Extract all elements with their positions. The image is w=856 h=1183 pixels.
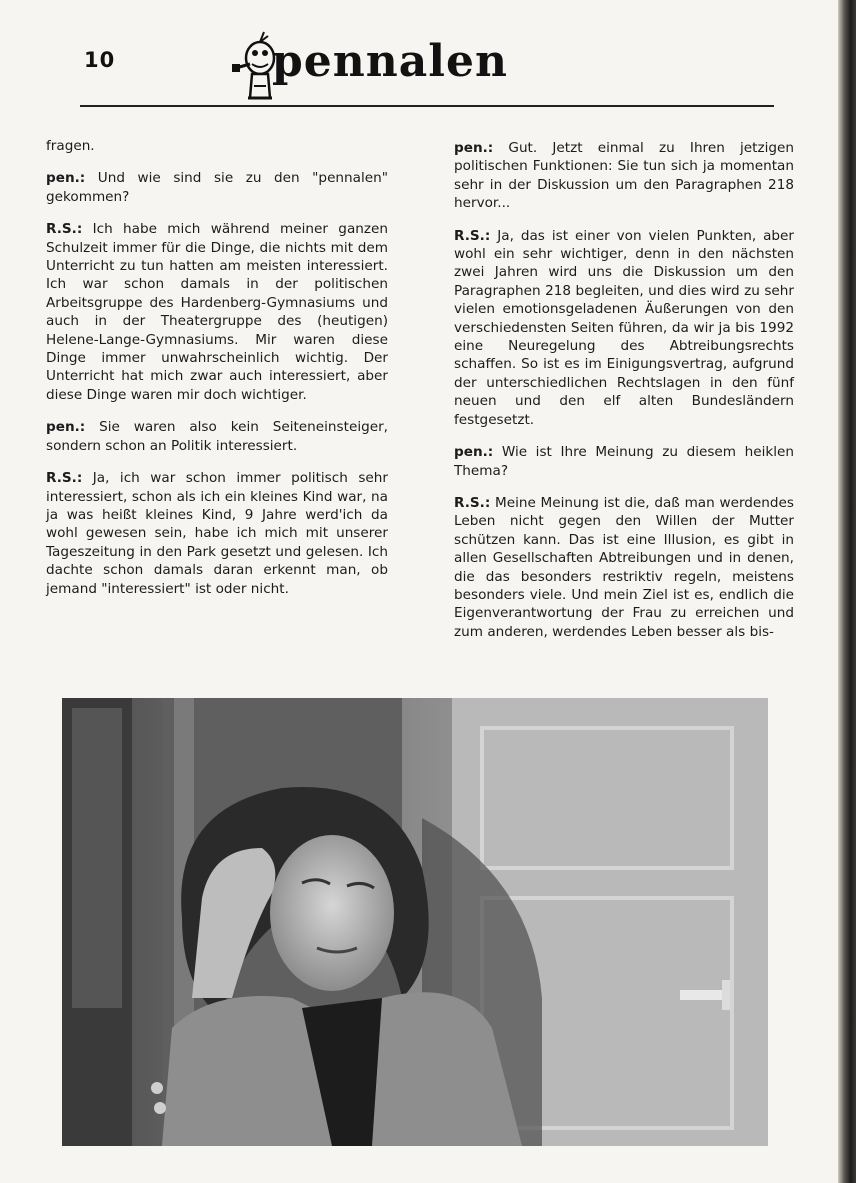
binding-spine — [838, 0, 856, 1183]
speaker-label: R.S.: — [454, 227, 491, 244]
paragraph-text: fragen. — [46, 138, 95, 154]
paragraph — [46, 418, 388, 455]
paragraph-text: Ja, das ist einer von vielen Punkten, aber wohl ein sehr wichtiger, denn in den nächsten zwei Jahren wird uns die Diskussion um den Paragraphen 218 begleiten, und dies wird zu sehr vielen emotionsgeladenen Äußerungen von den verschiedensten Seiten führen, da wir ja bis 1992 eine Neuregelung des Abtreibungsrechts schaffen. So ist es im Einigungsvertrag, aufgrund der unterschiedlichen Rechtslagen in den fünf neuen und den elf alten Bundesländern festgesetzt. — [454, 227, 794, 428]
paragraph — [454, 443, 794, 480]
paragraph-text: Sie waren also kein Seiteneinsteiger, sondern schon an Politik interessiert. — [46, 419, 388, 454]
left-column — [46, 137, 388, 612]
paragraph-text: Und wie sind sie zu den "pennalen" gekommen? — [46, 170, 388, 205]
magazine-logo — [230, 28, 575, 110]
speaker-label: pen.: — [46, 170, 86, 187]
portrait-photo — [62, 698, 768, 1146]
paragraph-text: Ich habe mich während meiner ganzen Schulzeit immer für die Dinge, die nichts mit dem Unterricht zu tun hatten am meisten interessiert. Ich war schon damals in der politischen Arbeitsgruppe des Hardenberg-Gymnasiums und auch in der Theatergruppe des (heutigen) Helene-Lange-Gymnasiums. Mir waren diese Dinge immer unwahrscheinlich wichtig. Der Unterricht hat mich zwar auch interessiert, aber diese Dinge waren mir doch wichtiger. — [46, 221, 388, 403]
speaker-label: R.S.: — [46, 470, 83, 487]
speaker-label: pen.: — [46, 419, 86, 436]
speaker-label: pen.: — [454, 140, 494, 156]
speaker-label: R.S.: — [454, 494, 491, 511]
paragraph — [46, 469, 388, 598]
photo-scene — [62, 698, 768, 1146]
paragraph — [46, 169, 388, 206]
paragraph-text: Wie ist Ihre Meinung zu diesem heiklen Thema? — [454, 444, 794, 479]
speaker-label: R.S.: — [46, 221, 83, 238]
paragraph — [454, 494, 794, 641]
paragraph — [46, 137, 388, 155]
header-divider — [80, 105, 774, 107]
paragraph — [46, 220, 388, 404]
page-number: 10 — [84, 48, 116, 72]
speaker-label: pen.: — [454, 444, 494, 461]
paragraph-text: Gut. Jetzt einmal zu Ihren jetzigen politischen Funktionen: Sie tun sich ja momentan sehr in der Diskussion um den Paragraphen 218 hervor... — [454, 140, 794, 212]
paragraph-text: Meine Meinung ist die, daß man werdendes Leben nicht gegen den Willen der Mutter schützen kann. Das ist eine Illusion, es gibt in allen Gesellschaften Abtreibungen und in denen, die das besonders restriktiv regeln, meistens besonders viele. Und mein Ziel ist es, endlich die Eigenverantwortung der Frau zu erreichen und zum anderen, werdendes Leben besser als bis- — [454, 494, 794, 640]
paragraph — [454, 227, 794, 429]
paragraph-text: Ja, ich war schon immer politisch sehr interessiert, schon als ich ein kleines Kind war, na ja was heißt kleines Kind, 9 Jahre werd'ich da wohl gewesen sein, habe ich mich mit unserer Tageszeitung in den Park gesetzt und gelesen. Ich dachte schon damals daran erkennt man, ob jemand "interessiert" ist oder nicht. — [46, 470, 388, 597]
paragraph — [454, 139, 794, 213]
logo-wordmark: pennalen — [272, 36, 508, 87]
right-column — [454, 139, 794, 655]
